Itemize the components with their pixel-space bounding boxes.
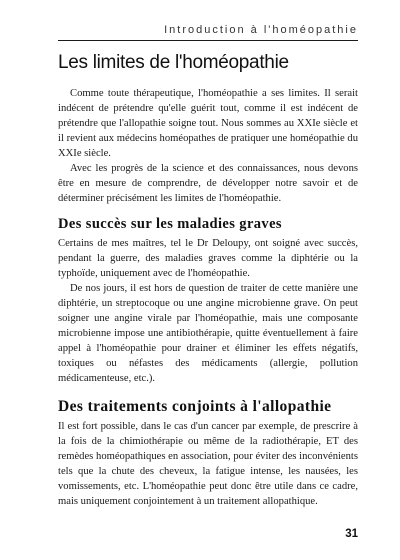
paragraph-successes-2: De nos jours, il est hors de question de traiter de cette manière une diphtérie, un streptocoque ou une angine microbienne grave. On peut soigner une angine virale par l'homéopathie, mais une composante microbienne impose une antibiothérapie, quitte éventuellement à faire appel à l'homéopathie pour drainer et éliminer les effets négatifs, toxiques ou néfastes des médicaments (allergie, pollution médicamenteuse, etc.). <box>58 283 358 384</box>
section-title-joint-treatments: Des traitements conjoints à l'allopathie <box>58 398 332 415</box>
page-number: 31 <box>345 528 358 540</box>
section-title-limits: Les limites de l'homéopathie <box>58 52 289 73</box>
header-rule <box>58 40 358 41</box>
paragraph-successes-1: Certains de mes maîtres, tel le Dr Deloupy, ont soigné avec succès, pendant la guerre, des maladies graves comme la diphtérie ou la typhoïde, uniquement avec de l'homéopathie. <box>58 238 358 279</box>
paragraph-limits-1: Comme toute thérapeutique, l'homéopathie a ses limites. Il serait indécent de prétendre qu'elle guérit tout, comme il est indécent de prétendre que l'allopathie soigne tout. Nous sommes au XXIe siècle et il revient aux médecins homéopathes de pratiquer une homéopathie du XXIe siècle. <box>58 88 358 159</box>
page-body <box>58 52 358 509</box>
paragraph-joint-treatments-1: Il est fort possible, dans le cas d'un cancer par exemple, de prescrire à la fois de la chimiothérapie ou même de la radiothérapie, ET des remèdes homéopathiques en association, pour éviter des inconvénients tels que la chute des cheveux, la fatigue intense, les nausées, les vomissements, etc. L'homéopathie peut donc être utile dans ce cadre, mais uniquement conjointement à un traitement allopathique. <box>58 421 358 507</box>
paragraph-limits-2: Avec les progrès de la science et des connaissances, nous devons être en mesure de comprendre, de développer notre savoir et de déterminer précisément les limites de l'homéopathie. <box>58 163 358 204</box>
section-title-successes: Des succès sur les maladies graves <box>58 216 282 232</box>
running-head: Introduction à l'homéopathie <box>164 24 358 36</box>
